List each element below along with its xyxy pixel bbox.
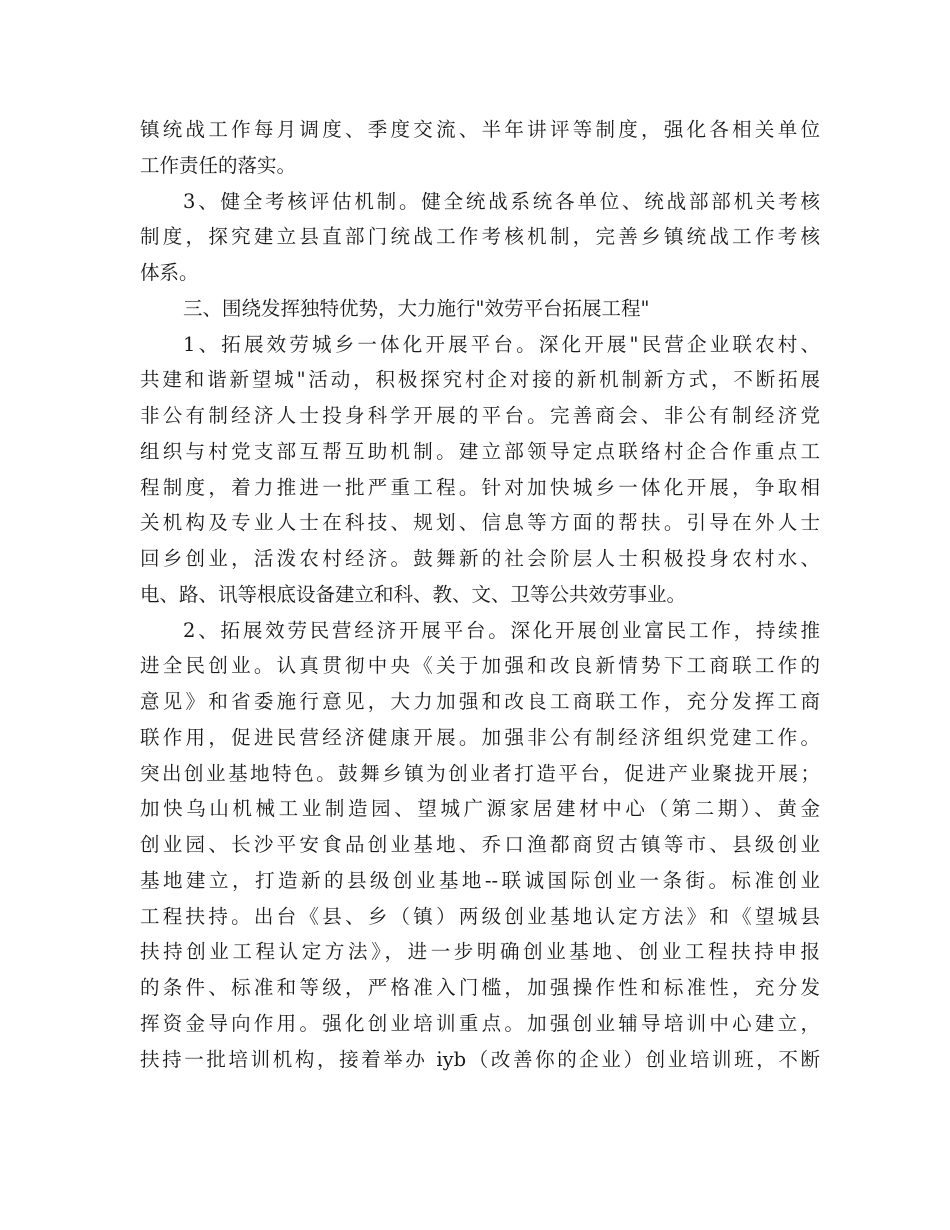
text-line: 制度，探究建立县直部门统战工作考核机制，完善乡镇统战工作考核 xyxy=(140,225,820,249)
text-line: 三、围绕发挥独特优势，大力施行"效劳平台拓展工程" xyxy=(183,296,650,320)
text-line: 共建和谐新望城"活动，积极探究村企对接的新机制新方式，不断拓展 xyxy=(140,368,820,392)
text-line: 工程扶持。出台《县、乡（镇）两级创业基地认定方法》和《望城县 xyxy=(140,904,820,928)
text-line: 意见》和省委施行意见，大力加强和改良工商联工作，充分发挥工商 xyxy=(140,690,820,713)
text-line: 工作责任的落实。 xyxy=(140,153,297,177)
text-line: 扶持创业工程认定方法》，进一步明确创业基地、创业工程扶持申报 xyxy=(140,940,820,964)
text-line: 镇统战工作每月调度、季度交流、半年讲评等制度，强化各相关单位 xyxy=(140,118,820,141)
text-line: 基地建立，打造新的县级创业基地--联诚国际创业一条街。标准创业 xyxy=(140,868,820,892)
text-line: 加快乌山机械工业制造园、望城广源家居建材中心（第二期）、黄金 xyxy=(140,797,820,821)
text-line: 回乡创业，活泼农村经济。鼓舞新的社会阶层人士积极投身农村水、 xyxy=(140,547,820,570)
text-line: 进全民创业。认真贯彻中央《关于加强和改良新情势下工商联工作的 xyxy=(140,654,820,678)
text-line: 的条件、标准和等级，严格准入门槛，加强操作性和标准性，充分发 xyxy=(140,976,820,999)
text-line: 挥资金导向作用。强化创业培训重点。加强创业辅导培训中心建立， xyxy=(140,1011,820,1035)
text-line: 1、拓展效劳城乡一体化开展平台。深化开展"民营企业联农村、 xyxy=(183,332,820,356)
text-line: 突出创业基地特色。鼓舞乡镇为创业者打造平台，促进产业聚拢开展； xyxy=(140,761,820,785)
text-line: 体系。 xyxy=(140,261,199,284)
text-line: 创业园、长沙平安食品创业基地、乔口渔都商贸古镇等市、县级创业 xyxy=(140,833,820,856)
text-line: 组织与村党支部互帮互助机制。建立部领导定点联络村企合作重点工 xyxy=(140,439,820,463)
text-line: 3、健全考核评估机制。健全统战系统各单位、统战部部机关考核 xyxy=(183,189,820,213)
text-line: 程制度，着力推进一批严重工程。针对加快城乡一体化开展，争取相 xyxy=(140,475,820,499)
text-line: 扶持一批培训机构，接着举办 iyb（改善你的企业）创业培训班，不断 xyxy=(140,1047,820,1071)
document-body xyxy=(140,112,820,1077)
text-line: 联作用，促进民营经济健康开展。加强非公有制经济组织党建工作。 xyxy=(140,725,820,749)
text-line: 非公有制经济人士投身科学开展的平台。完善商会、非公有制经济党 xyxy=(140,404,820,427)
text-line: 2、拓展效劳民营经济开展平台。深化开展创业富民工作，持续推 xyxy=(183,618,820,642)
text-line: 关机构及专业人士在科技、规划、信息等方面的帮扶。引导在外人士 xyxy=(140,511,820,535)
text-line: 电、路、讯等根底设备建立和科、教、文、卫等公共效劳事业。 xyxy=(140,582,687,606)
